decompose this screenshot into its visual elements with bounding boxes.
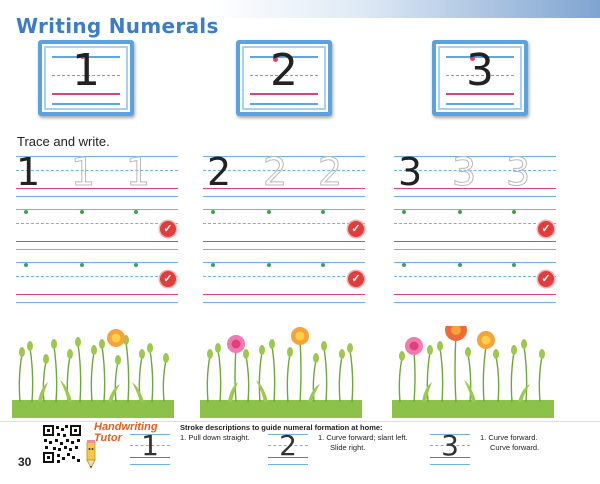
guide-descender-line [52, 103, 120, 105]
guide-top-line [16, 209, 178, 210]
page-number: 30 [18, 455, 32, 469]
guide-descender-line [16, 249, 178, 250]
guide-top-line [16, 262, 178, 263]
start-dot-icon [458, 263, 462, 267]
meadow-svg [392, 326, 554, 418]
footer-divider [0, 421, 600, 422]
start-dot-icon [321, 263, 325, 267]
guide-mid-line [394, 276, 556, 277]
trace-row[interactable] [16, 150, 178, 196]
guide-descender-line [268, 464, 308, 465]
start-dot-icon [80, 263, 84, 267]
check-badge-icon[interactable]: ✓ [348, 271, 364, 287]
guide-top-line [16, 156, 178, 157]
model-numeral: 1 [16, 150, 41, 194]
start-dot-icon [24, 210, 28, 214]
guide-descender-line [250, 103, 318, 105]
model-numeral: 2 [207, 150, 232, 194]
tutor-title-line1: Handwriting [94, 421, 158, 433]
guide-descender-line [394, 302, 556, 303]
stroke-step-3-1: 1. Curve forward. [480, 433, 538, 442]
start-dot-icon [512, 263, 516, 267]
stroke-example-numeral: 2 [279, 429, 297, 462]
trace-numeral: 3 [506, 150, 531, 194]
guide-descender-line [16, 196, 178, 197]
guide-descender-line [203, 302, 365, 303]
model-numeral: 3 [466, 45, 494, 96]
start-dot-icon [211, 210, 215, 214]
start-dot-icon [321, 210, 325, 214]
meadow-svg [12, 326, 174, 418]
stroke-heading: Stroke descriptions to guide numeral formation at home: [180, 423, 383, 432]
guide-mid-line [203, 276, 365, 277]
model-numeral: 3 [398, 150, 423, 194]
guide-top-line [203, 262, 365, 263]
guide-descender-line [16, 302, 178, 303]
stroke-step-1-1: 1. Pull down straight. [180, 433, 250, 442]
start-dot-icon [134, 263, 138, 267]
start-dot-icon [24, 263, 28, 267]
trace-numeral: 1 [71, 150, 96, 194]
flower-meadow-illustration [200, 326, 362, 418]
start-dot-icon [267, 263, 271, 267]
check-badge-icon[interactable]: ✓ [160, 221, 176, 237]
model-numeral: 2 [270, 45, 298, 96]
model-numeral: 1 [72, 45, 100, 96]
flower-meadow-illustration [12, 326, 174, 418]
write-row[interactable] [16, 262, 178, 302]
guide-mid-line [16, 276, 178, 277]
model-box-2 [236, 40, 332, 116]
stroke-example-2 [268, 429, 308, 464]
start-dot-icon [402, 210, 406, 214]
check-badge-icon[interactable]: ✓ [538, 271, 554, 287]
guide-mid-line [203, 223, 365, 224]
model-box-1 [38, 40, 134, 116]
start-dot-icon [267, 210, 271, 214]
pencil-mascot-icon [82, 440, 100, 470]
check-badge-icon[interactable]: ✓ [160, 271, 176, 287]
guide-top-line [394, 262, 556, 263]
stroke-step-2-2: Slide right. [330, 443, 366, 452]
trace-row[interactable] [394, 150, 556, 196]
guide-base-line [394, 294, 556, 295]
start-dot-icon [402, 263, 406, 267]
guide-top-line [394, 209, 556, 210]
guide-descender-line [430, 464, 470, 465]
start-dot-icon [512, 210, 516, 214]
guide-mid-line [394, 223, 556, 224]
write-row[interactable] [203, 209, 365, 249]
stroke-example-numeral: 1 [141, 429, 159, 462]
write-row[interactable] [203, 262, 365, 302]
write-row[interactable] [394, 262, 556, 302]
trace-numeral: 2 [318, 150, 343, 194]
stroke-example-1 [130, 429, 170, 464]
write-row[interactable] [394, 209, 556, 249]
guide-base-line [16, 294, 178, 295]
guide-mid-line [16, 170, 178, 171]
trace-numeral: 1 [126, 150, 151, 194]
guide-top-line [203, 209, 365, 210]
trace-row[interactable] [203, 150, 365, 196]
trace-numeral: 3 [452, 150, 477, 194]
start-dot-icon [458, 210, 462, 214]
model-box-3 [432, 40, 528, 116]
guide-descender-line [394, 196, 556, 197]
stroke-example-numeral: 3 [441, 429, 459, 462]
guide-base-line [203, 294, 365, 295]
qr-code-icon[interactable] [42, 424, 82, 464]
guide-mid-line [16, 223, 178, 224]
tutor-title-line2: Tutor [94, 432, 122, 444]
trace-numeral: 2 [263, 150, 288, 194]
guide-base-line [16, 241, 178, 242]
guide-descender-line [203, 249, 365, 250]
stroke-step-2-1: 1. Curve forward; slant left. [318, 433, 408, 442]
guide-base-line [394, 241, 556, 242]
page-title: Writing Numerals [16, 14, 219, 38]
check-badge-icon[interactable]: ✓ [348, 221, 364, 237]
guide-descender-line [203, 196, 365, 197]
start-dot-icon [211, 263, 215, 267]
flower-meadow-illustration [392, 326, 554, 418]
guide-descender-line [130, 464, 170, 465]
guide-descender-line [446, 103, 514, 105]
start-dot-icon [80, 210, 84, 214]
write-row[interactable] [16, 209, 178, 249]
guide-base-line [16, 188, 178, 189]
guide-base-line [203, 241, 365, 242]
check-badge-icon[interactable]: ✓ [538, 221, 554, 237]
guide-descender-line [394, 249, 556, 250]
meadow-svg [200, 326, 362, 418]
stroke-step-3-2: Curve forward. [490, 443, 540, 452]
instruction-text: Trace and write. [17, 134, 110, 149]
stroke-example-3 [430, 429, 470, 464]
start-dot-icon [134, 210, 138, 214]
